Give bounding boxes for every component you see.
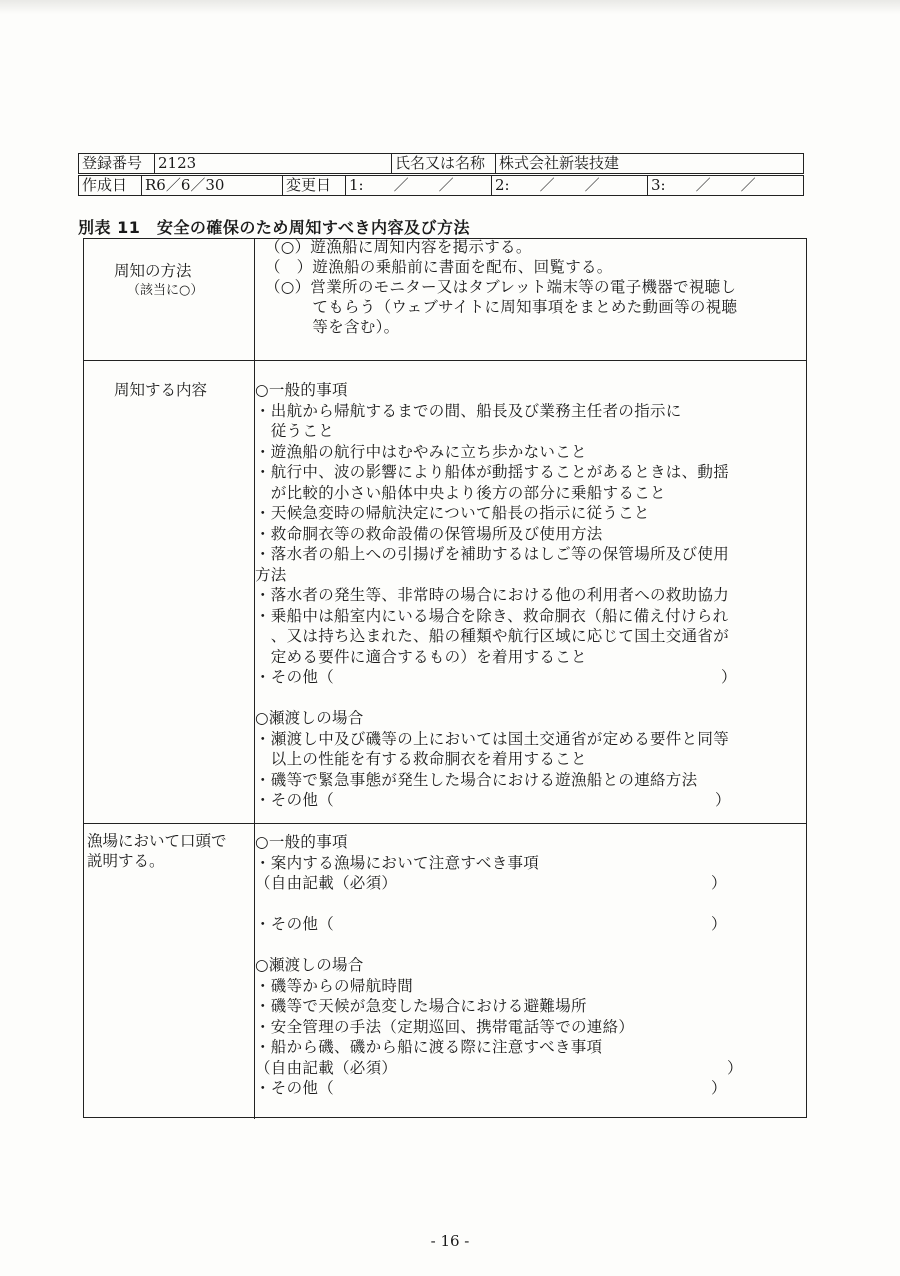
content-cell bbox=[255, 361, 806, 823]
content-row bbox=[84, 361, 806, 824]
text-line: 従うこと bbox=[255, 422, 335, 440]
closing-paren: ） bbox=[711, 1079, 727, 1097]
text-line: （自由記載（必須） bbox=[255, 874, 398, 892]
text-line: ・磯等で天候が急変した場合における避難場所 bbox=[255, 997, 587, 1015]
fishing-cell bbox=[255, 824, 806, 1119]
reg-label: 登録番号 bbox=[79, 154, 155, 174]
fishing-row bbox=[84, 824, 806, 1119]
text-line: ○一般的事項 bbox=[255, 381, 348, 399]
text-line: ・その他（ bbox=[255, 668, 335, 686]
table-title: 別表 11 安全の確保のため周知すべき内容及び方法 bbox=[78, 218, 471, 237]
text-line: 定める要件に適合するもの）を着用すること bbox=[255, 647, 587, 666]
text-line: ・案内する漁場において注意すべき事項 bbox=[255, 853, 540, 872]
content-label-cell bbox=[84, 361, 255, 823]
text-line: ・船から磯、磯から船に渡る際に注意すべき事項 bbox=[255, 1038, 603, 1056]
closing-paren: ） bbox=[721, 668, 737, 686]
created-label: 作成日 bbox=[79, 176, 142, 196]
header-row-1 bbox=[79, 154, 804, 174]
text-line: ○一般的事項 bbox=[255, 833, 348, 851]
text-line: ・乗船中は船室内にいる場合を除き、救命胴衣（船に備え付けられ bbox=[255, 606, 729, 625]
text-line: ・磯等からの帰航時間 bbox=[255, 976, 414, 995]
fishing-label-line1: 漁場において口頭で bbox=[87, 832, 227, 850]
closing-paren: ） bbox=[715, 791, 731, 809]
page-number: - 16 - bbox=[430, 1232, 470, 1250]
registration-header-table bbox=[78, 153, 804, 174]
text-line: ・瀬渡し中及び磯等の上においては国土交通省が定める要件と同等 bbox=[255, 729, 730, 748]
text-line: ・天候急変時の帰航決定について船長の指示に従うこと bbox=[255, 504, 650, 522]
method-line: 等を含む）。 bbox=[265, 318, 400, 336]
text-line: ○瀬渡しの場合 bbox=[255, 709, 364, 727]
text-line: ○瀬渡しの場合 bbox=[255, 956, 364, 974]
method-line: （ ）遊漁船の乗船前に書面を配布、回覧する。 bbox=[265, 258, 613, 276]
date-header-table bbox=[78, 175, 804, 196]
changed-label: 変更日 bbox=[283, 176, 346, 196]
method-line: （○）遊漁船に周知内容を掲示する。 bbox=[265, 238, 532, 256]
closing-paren: ） bbox=[727, 1058, 743, 1077]
safety-notice-table bbox=[83, 238, 807, 1118]
closing-paren: ） bbox=[711, 874, 727, 892]
closing-paren: ） bbox=[711, 915, 727, 933]
method-content-cell bbox=[255, 239, 806, 360]
text-line: ・その他（ bbox=[255, 791, 335, 809]
text-line: 方法 bbox=[255, 565, 287, 584]
text-line: ・出航から帰航するまでの間、船長及び業務主任者の指示に bbox=[255, 401, 682, 420]
text-line: 以上の性能を有する救命胴衣を着用すること bbox=[255, 750, 587, 768]
text-line: ・その他（ bbox=[255, 1079, 335, 1097]
name-label: 氏名又は名称 bbox=[392, 154, 496, 174]
name-value: 株式会社新装技建 bbox=[496, 154, 804, 174]
text-line: ・その他（ bbox=[255, 915, 335, 933]
content-label: 周知する内容 bbox=[114, 381, 208, 399]
text-line: 、又は持ち込まれた、船の種類や航行区域に応じて国土交通省が bbox=[255, 627, 730, 645]
change-1: 1: ／ ／ bbox=[346, 176, 492, 196]
fishing-label-line2: 説明する。 bbox=[87, 852, 165, 870]
method-row bbox=[84, 239, 806, 361]
header-row-2 bbox=[79, 176, 804, 196]
fishing-label-cell bbox=[84, 824, 255, 1119]
text-line: ・遊漁船の航行中はむやみに立ち歩かないこと bbox=[255, 442, 587, 461]
method-sub-label: （該当に○） bbox=[127, 283, 204, 298]
reg-value: 2123 bbox=[155, 154, 392, 174]
text-line: ・落水者の船上への引揚げを補助するはしご等の保管場所及び使用 bbox=[255, 545, 730, 563]
method-label: 周知の方法 bbox=[114, 262, 192, 280]
text-line: ・救命胴衣等の救命設備の保管場所及び使用方法 bbox=[255, 524, 603, 543]
created-value: R6／6／30 bbox=[142, 176, 283, 196]
change-3: 3: ／ ／ bbox=[648, 176, 804, 196]
text-line: ・航行中、波の影響により船体が動揺することがあるときは、動揺 bbox=[255, 463, 730, 481]
scan-edge bbox=[0, 0, 900, 14]
method-label-cell bbox=[84, 239, 255, 360]
text-line: ・安全管理の手法（定期巡回、携帯電話等での連絡） bbox=[255, 1017, 635, 1036]
text-line: ・磯等で緊急事態が発生した場合における遊漁船との連絡方法 bbox=[255, 770, 698, 789]
text-line: （自由記載（必須） bbox=[255, 1058, 398, 1077]
method-line: てもらう（ウェブサイトに周知事項をまとめた動画等の視聴 bbox=[265, 298, 738, 316]
change-2: 2: ／ ／ bbox=[492, 176, 648, 196]
method-line: （○）営業所のモニター又はタブレット端末等の電子機器で視聴し bbox=[265, 278, 737, 296]
text-line: が比較的小さい船体中央より後方の部分に乗船すること bbox=[255, 483, 666, 502]
text-line: ・落水者の発生等、非常時の場合における他の利用者への救助協力 bbox=[255, 586, 730, 604]
